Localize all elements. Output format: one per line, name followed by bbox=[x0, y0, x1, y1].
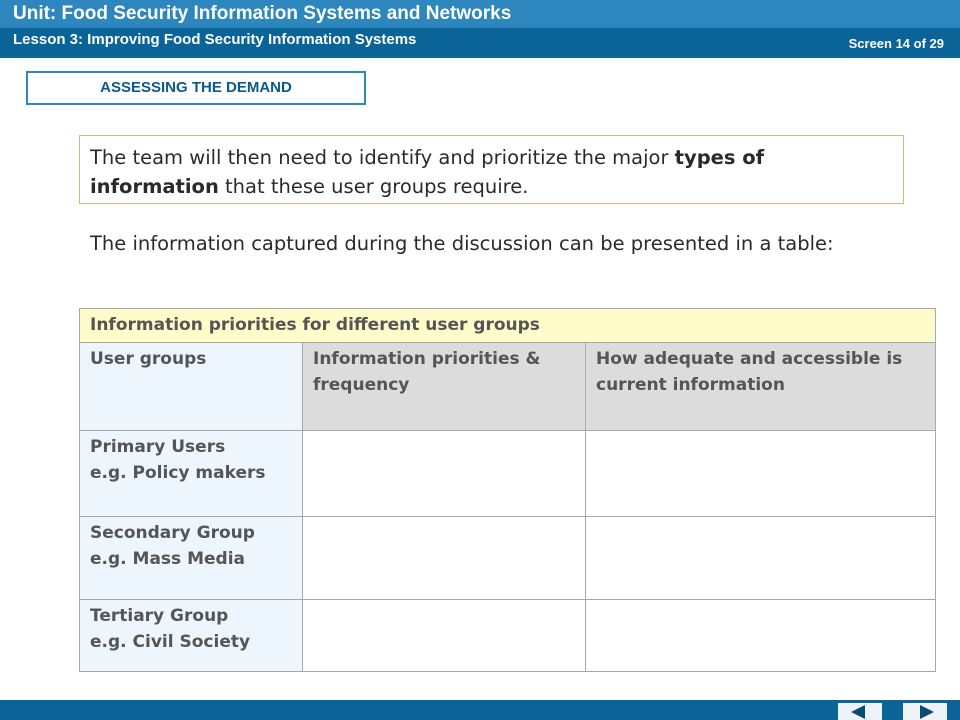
unit-title: Unit: Food Security Information Systems and Networks bbox=[13, 3, 512, 24]
intro-text-bold: types of information bbox=[90, 146, 765, 198]
adequacy-cell bbox=[586, 517, 936, 600]
priorities-cell bbox=[303, 431, 586, 517]
intro-callout bbox=[79, 135, 904, 204]
table-row bbox=[80, 517, 936, 600]
triangle-left-icon bbox=[851, 705, 865, 719]
priorities-cell bbox=[303, 600, 586, 672]
table-row bbox=[80, 431, 936, 517]
table-row bbox=[80, 600, 936, 672]
column-header-priorities: Information priorities & frequency bbox=[303, 343, 586, 431]
lesson-title: Lesson 3: Improving Food Security Information Systems bbox=[13, 31, 417, 48]
section-title: ASSESSING THE DEMAND bbox=[26, 71, 366, 105]
column-header-adequacy: How adequate and accessible is current information bbox=[586, 343, 936, 431]
group-name: Secondary Group bbox=[90, 523, 255, 543]
priorities-cell bbox=[303, 517, 586, 600]
group-cell bbox=[80, 431, 303, 517]
intro-text-part1: The team will then need to identify and prioritize the major bbox=[90, 146, 675, 169]
table-intro-text: The information captured during the discussion can be presented in a table: bbox=[90, 232, 834, 255]
group-name: Tertiary Group bbox=[90, 606, 229, 626]
group-example: e.g. Civil Society bbox=[90, 631, 251, 652]
table-header-row bbox=[80, 343, 936, 431]
column-header-user-groups: User groups bbox=[80, 343, 303, 431]
back-button[interactable] bbox=[838, 703, 882, 720]
table-caption: Information priorities for different user groups bbox=[80, 309, 936, 343]
adequacy-cell bbox=[586, 431, 936, 517]
group-name: Primary Users bbox=[90, 437, 226, 457]
footer-bar bbox=[0, 700, 960, 720]
group-example: e.g. Policy makers bbox=[90, 462, 266, 483]
header-bar bbox=[0, 0, 960, 58]
screen-counter: Screen 14 of 29 bbox=[848, 36, 944, 51]
priorities-table bbox=[79, 308, 936, 672]
group-cell bbox=[80, 600, 303, 672]
intro-text-part2: that these user groups require. bbox=[218, 175, 529, 198]
triangle-right-icon bbox=[920, 705, 934, 719]
adequacy-cell bbox=[586, 600, 936, 672]
group-example: e.g. Mass Media bbox=[90, 548, 245, 569]
next-button[interactable] bbox=[903, 703, 947, 720]
group-cell bbox=[80, 517, 303, 600]
